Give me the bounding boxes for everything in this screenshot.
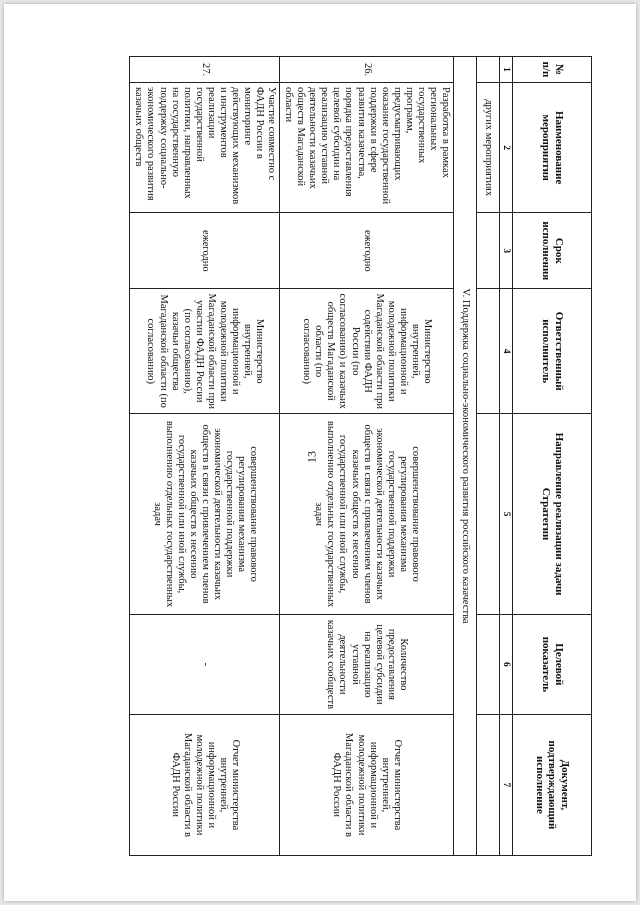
row-deadline: ежегодно <box>130 213 280 289</box>
column-number: 2 <box>500 83 513 213</box>
column-number: 4 <box>500 289 513 414</box>
row-measure: Участие совместно с ФАДН России в мониторинге действующих механизмов и инструментов реализации государственной политики, направленных на государственную поддержку социально-экономического развития казачьих обществ <box>130 83 280 213</box>
row-document: Отчет министерства внутренней, информационной и молодежной политики Магаданской области в ФАДН России <box>280 714 454 855</box>
col-header-indicator: Целевой показатель <box>513 614 592 714</box>
row-measure: Разработка в рамках региональных государственных программ, предусматривающих оказание государственной поддержки в сфере развития казачества, порядка предоставления целевой субсидии на реализацию уставной деятельности казачьих обществ Магаданской области <box>280 83 454 213</box>
continued-cell <box>477 714 500 855</box>
continued-cell <box>477 414 500 615</box>
column-number: 6 <box>500 614 513 714</box>
row-responsible: Министерство внутренней, информационной и молодежной политики Магаданской области при участии ФАДН России (по согласованию), казачьи общества Магаданской области (по согласованию) <box>130 289 280 414</box>
table-row <box>280 57 454 856</box>
col-header-document: Документ, подтверждающий исполнение <box>513 714 592 855</box>
row-responsible: Министерство внутренней, информационной и молодежной политики Магаданской области при содействии ФАДН России (по согласованию) и казачьих обществ Магаданской области (по согласованию) <box>280 289 454 414</box>
row-document: Отчет министерства внутренней, информационной и молодежной политики Магаданской области в ФАДН России <box>130 714 280 855</box>
continued-cell <box>477 614 500 714</box>
continued-row <box>477 57 500 856</box>
row-number: 27. <box>130 57 280 83</box>
page-number: 13 <box>304 451 319 463</box>
col-header-responsible: Ответственный исполнитель <box>513 289 592 414</box>
continued-cell <box>477 213 500 289</box>
section-row <box>454 57 477 856</box>
measures-table <box>129 56 592 856</box>
col-header-deadline: Срок исполнения <box>513 213 592 289</box>
rotated-table-wrapper <box>112 56 592 856</box>
header-row <box>513 57 592 856</box>
col-header-direction: Направление реализации задачи Стратегии <box>513 414 592 615</box>
col-header-name: Наименование мероприятия <box>513 83 592 213</box>
continued-cell <box>477 57 500 83</box>
column-number: 3 <box>500 213 513 289</box>
document-page <box>4 4 636 901</box>
row-deadline: ежегодно <box>280 213 454 289</box>
continued-cell <box>477 289 500 414</box>
column-number: 7 <box>500 714 513 855</box>
column-numbers-row <box>500 57 513 856</box>
row-direction: совершенствование правового регулирования механизма государственной поддержки экономической деятельности казачьих обществ в связи с привлечением членов казачьих обществ к несению государственной или иной службы, выполнению отдельных государственных задач <box>280 414 454 615</box>
row-indicator: Количество предоставления целевой субсидии на реализацию уставной деятельности казачьих сообществ <box>280 614 454 714</box>
column-number: 5 <box>500 414 513 615</box>
continued-text: других мероприятиях <box>477 83 500 213</box>
row-indicator: - <box>130 614 280 714</box>
table-row <box>130 57 280 856</box>
column-number: 1 <box>500 57 513 83</box>
section-title: V. Поддержка социально-экономического развития российского казачества <box>454 57 477 856</box>
row-number: 26. <box>280 57 454 83</box>
col-header-number: № п/п <box>513 57 592 83</box>
row-direction: совершенствование правового регулирования механизма государственной поддержки экономической деятельности казачьих обществ в связи с привлечением членов казачьих обществ к несению государственной или иной службы, выполнению отдельных государственных задач <box>130 414 280 615</box>
